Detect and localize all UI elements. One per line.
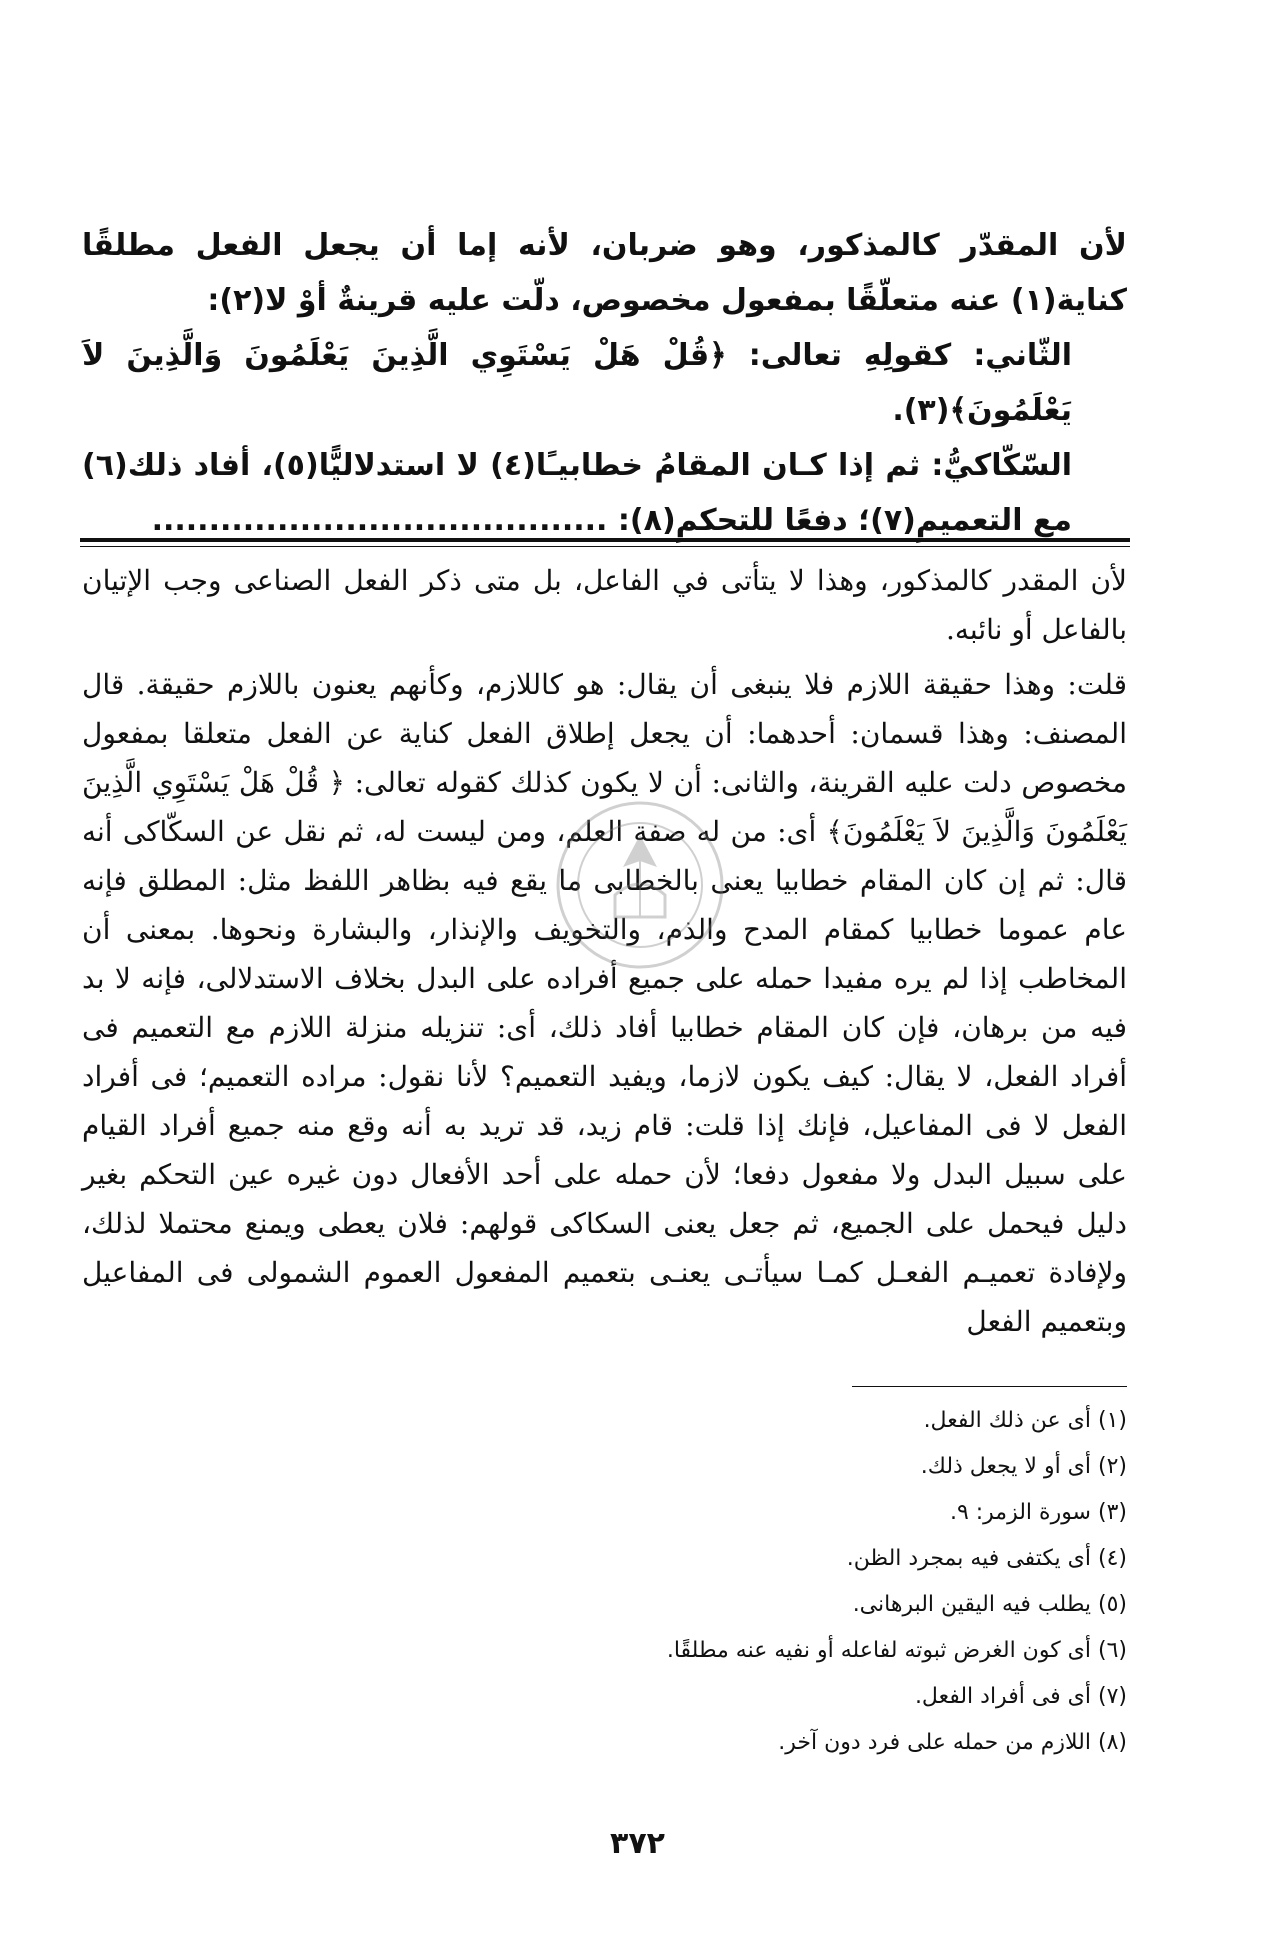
section-divider-thin (80, 546, 1130, 547)
footnotes-list (82, 1398, 1127, 1766)
main-paragraph-2: الثّاني: كقولِهِ تعالى: ﴿قُلْ هَلْ يَسْتَوِي الَّذِينَ يَعْلَمُونَ وَالَّذِينَ لاَ يَعْلَمُونَ﴾(٣). (82, 338, 1072, 428)
main-paragraph-3-text: السّكّاكيُّ: ثم إذا كـان المقامُ خطابيـًا(٤) لا استدلاليًّا(٥)، أفاد ذلك(٦) مع التعميمِ(٧)؛ دفعًا للتحكمِ(٨): (82, 448, 1073, 538)
main-paragraph-3 (82, 438, 1127, 548)
footnote-2: (٢) أى أو لا يجعل ذلك. (920, 1454, 1127, 1479)
commentary-paragraph-2: قلت: وهذا حقيقة اللازم فلا ينبغى أن يقال: هو كاللازم، وكأنهم يعنون باللازم حقيقة. قال المصنف: وهذا قسمان: أحدهما: أن يجعل إطلاق الفعل كناية عن الفعل متعلقا بمفعول مخصوص دلت عليه القرينة، والثانى: أن لا يكون كذلك كقوله تعالى: ﴿ قُلْ هَلْ يَسْتَوِي الَّذِينَ يَعْلَمُونَ وَالَّذِينَ لاَ يَعْلَمُونَ﴾ أى: من له صفة العلم، ومن ليست له، ثم نقل عن السكّاكى أنه قال: ثم إن كان المقام خطابيا يعنى بالخطابى ما يقع فيه بظاهر اللفظ مثل: المطلق فإنه عام عموما خطابيا كمقام المدح والذم، والتخويف والإنذار، والبشارة ونحوها. بمعنى أن المخاطب إذا لم يره مفيدا حمله على جميع أفراده على البدل بخلاف الاستدلالى، فإنه لا بد فيه من برهان، فإن كان المقام خطابيا أفاد ذلك، أى: تنزيله منزلة اللازم مع التعميم فى أفراد الفعل، لا يقال: كيف يكون لازما، ويفيد التعميم؟ لأنا نقول: مراده التعميم؛ فى أفراد الفعل لا فى المفاعيل، فإنك إذا قلت: قام زيد، قد تريد به أنه وقع منه جميع أفراد القيام على سبيل البدل ولا مفعول دفعا؛ لأن حمله على أحد الأفعال دون غيره عين التحكم بغير دليل فيحمل على الجميع، ثم جعل يعنى السكاكى قولهم: فلان يعطى ويمنع محتملا لذلك، ولإفادة تعميـم الفعـل كمـا سيأتـى يعنـى بتعميم المفعول العموم الشمولى فى المفاعيل وبتعميم الفعل (82, 668, 1128, 1338)
page-number: ٣٧٢ (610, 1826, 665, 1861)
footnote-6: (٦) أى كون الغرض ثبوته لفاعله أو نفيه عنه مطلقًا. (666, 1638, 1127, 1663)
footnote-4: (٤) أى يكتفى فيه بمجرد الظن. (846, 1546, 1127, 1571)
footnote-8: (٨) اللازم من حمله على فرد دون آخر. (778, 1730, 1127, 1755)
ellipsis-dots: ........................................ (151, 503, 608, 538)
footnote-7: (٧) أى فى أفراد الفعل. (914, 1684, 1127, 1709)
footnote-1: (١) أى عن ذلك الفعل. (923, 1408, 1127, 1433)
footnote-5: (٥) يطلب فيه اليقين البرهانى. (852, 1592, 1127, 1617)
library-seal-watermark (545, 795, 735, 975)
footnote-3: (٣) سورة الزمر: ٩. (949, 1500, 1127, 1525)
main-text-block (82, 218, 1127, 548)
section-divider-thick (80, 538, 1130, 542)
footnote-divider (852, 1386, 1127, 1387)
commentary-paragraph-1: لأن المقدر كالمذكور، وهذا لا يتأتى في الفاعل، بل متى ذكر الفعل الصناعى وجب الإتيان بالفاعل أو نائبه. (82, 564, 1127, 646)
main-paragraph-1: لأن المقدّر كالمذكور، وهو ضربان، لأنه إما أن يجعل الفعل مطلقًا كناية(١) عنه متعلّقًا بمفعول مخصوص، دلّت عليه قرينةٌ أوْ لا(٢): (82, 228, 1127, 318)
